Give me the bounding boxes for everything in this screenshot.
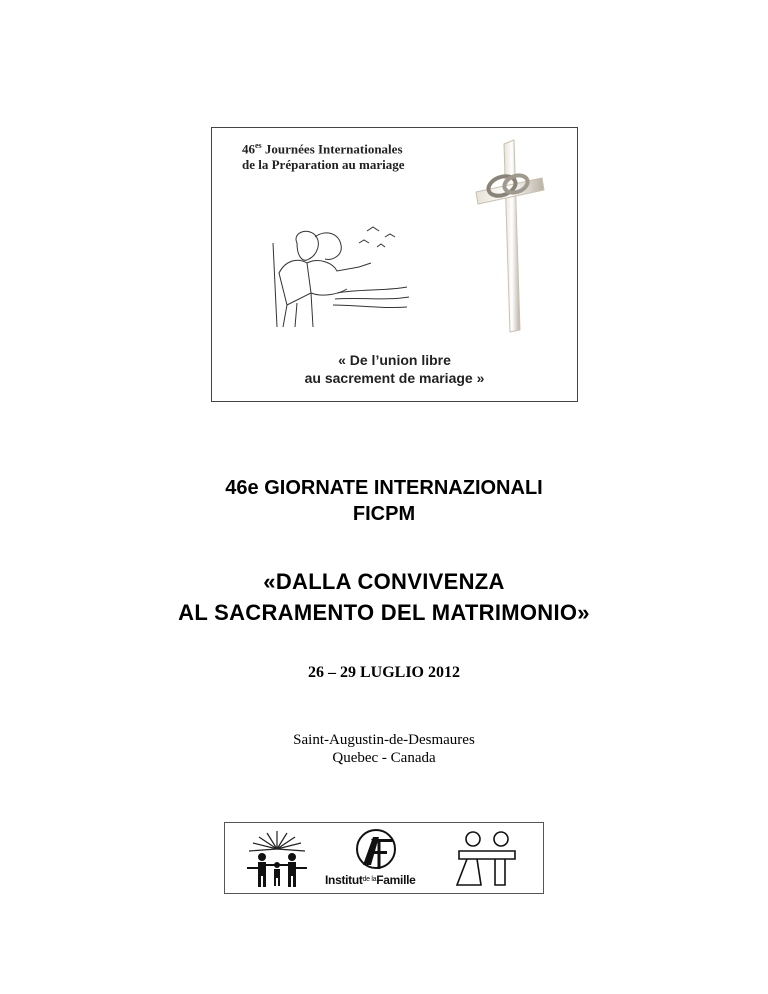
poster-quote-line2: au sacrement de mariage » [304, 370, 485, 386]
logo-text-dela: de la [362, 876, 377, 883]
poster-edition-number: 46 [242, 141, 255, 157]
poster-quote-line1: « De l’union libre [338, 352, 451, 368]
logo-text-famille: Famille [376, 873, 416, 887]
couple-sketch-icon [267, 223, 417, 333]
event-location [0, 731, 768, 767]
institut-famille-logo [325, 873, 416, 887]
poster-header-line1: Journées Internationales [261, 141, 403, 157]
event-title-line2: FICPM [352, 503, 416, 525]
event-poster [211, 127, 578, 402]
event-theme-line1: «DALLA CONVIVENZA [263, 569, 505, 594]
event-title [0, 475, 768, 527]
family-sun-icon [237, 827, 317, 889]
logo-text-institut: Institut [325, 873, 363, 887]
poster-header-line2: de la Préparation au mariage [242, 157, 405, 173]
poster-edition-suffix: es [255, 141, 262, 150]
event-theme-line2: AL SACRAMENTO DEL MATRIMONIO» [178, 600, 590, 625]
event-title-line1: 46e GIORNATE INTERNAZIONALI [225, 477, 543, 499]
event-location-region: Quebec - Canada [332, 750, 436, 766]
poster-quote [212, 351, 577, 387]
poster-header [242, 138, 404, 173]
af-monogram-icon [349, 827, 403, 873]
cross-rings-icon [470, 134, 550, 334]
event-dates: 26 – 29 LUGLIO 2012 [307, 664, 460, 681]
event-theme [0, 566, 768, 628]
event-location-city: Saint-Augustin-de-Desmaures [293, 732, 475, 748]
couple-cross-icon [453, 829, 523, 889]
sponsor-logos [224, 822, 544, 894]
